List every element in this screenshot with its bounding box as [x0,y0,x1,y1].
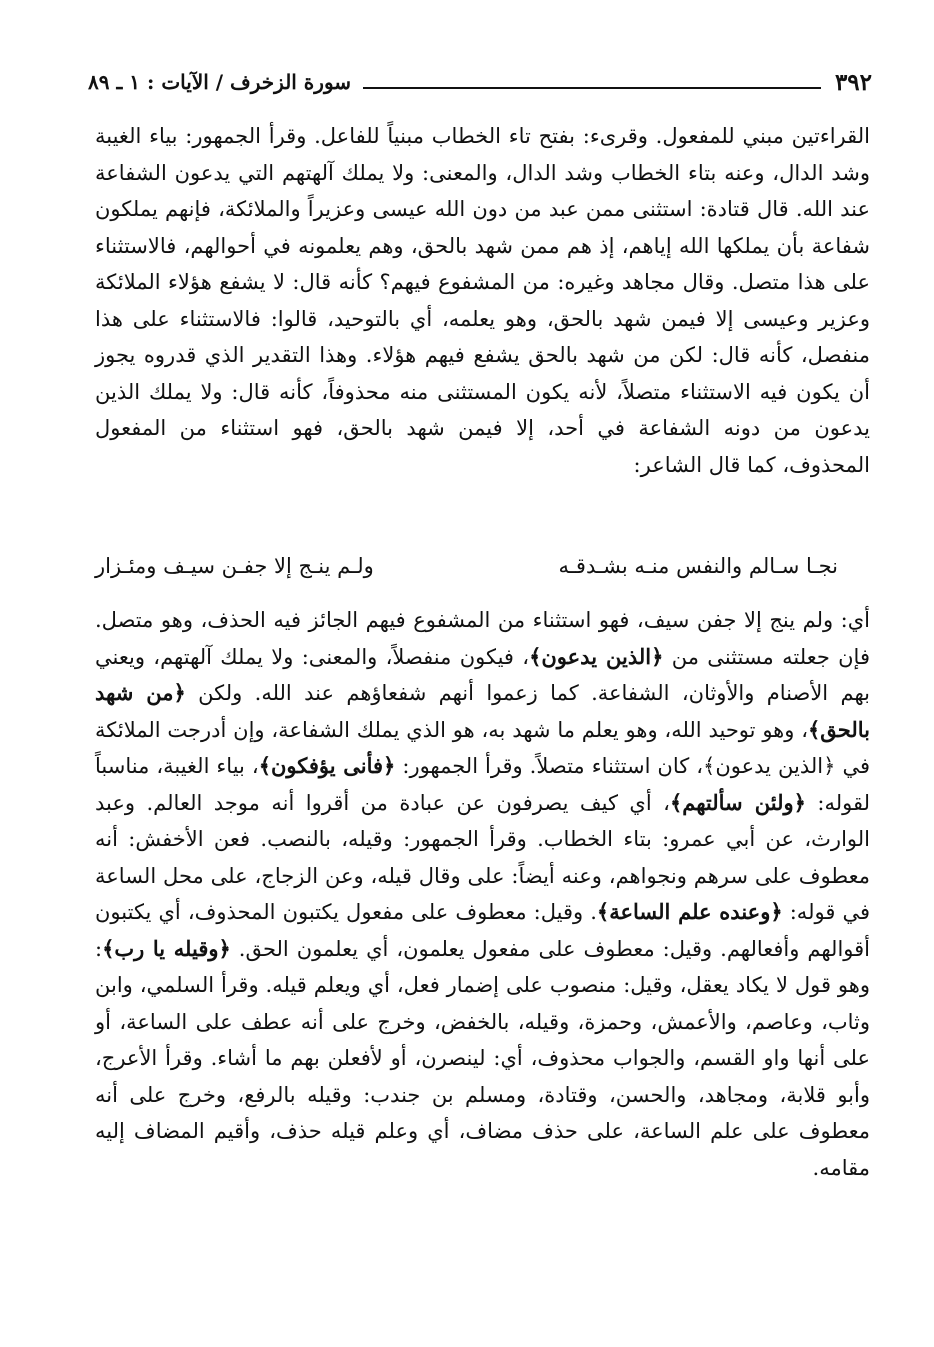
quran-quote: ﴿الذين يدعون﴾ [529,643,664,669]
page-header [88,64,872,100]
text-segment: أي: ولم ينج إلا جفن سيف، فهو استثناء من المشفوع فيهم الجائز فيه الحذف، وهو متصل. فإن جعلته مستثنى من [95,608,870,669]
surah-title: سورة الزخرف / الآيات : ١ ـ ٨٩ [88,70,352,94]
text-segment: ، وهو توحيد الله، وهو يعلم ما شهد به، هو الذي يملك الشفاعة، وإن أدرجت الملائكة في ﴿الذين يدعون﴾، كان استثناء متصلاً. وقرأ الجمهور: [95,717,870,778]
quran-quote: ﴿وعنده علم الساعة﴾ [596,899,783,924]
header-rule [363,87,821,89]
paragraph-2-text [95,602,870,1186]
verse-second-half: ولـم ينـج إلا جفـن سيـف ومئـزار [95,554,374,578]
text-segment: ، فيكون منفصلاً، والمعنى: ولا يملك آلهتهم، ويعني بهم الأصنام والأوثان، الشفاعة. كما زعموا أنهم شفعاؤهم عند الله. ولكن [95,644,870,705]
text-segment: : وهو قول لا يكاد يعقل، وقيل: منصوب على إضمار فعل، أي ويعلم قيله. وقرأ السلمي، وابن وثاب، وعاصم، والأعمش، وحمزة، وقيله، بالخفض، وخرج على أنه عطف على الساعة، أو على أنها واو القسم، والجواب محذوف، أي: لينصرن، أو لأفعلن بهم ما أشاء. وقرأ الأعرج، وأبو قلابة، ومجاهد، والحسن، وقتادة، ومسلم بن جندب: وقيله بالرفع، وخرج على أنه معطوف على علم الساعة، على حذف مضاف، أي وعلم قيله حذف، وأقيم المضاف إليه مقامه. [95,936,870,1180]
paragraph-2 [95,602,870,1186]
paragraph-1 [95,118,870,483]
poetry-verse [95,548,870,588]
text-segment: . وقيل: معطوف على مفعول يكتبون المحذوف، أي يكتبون أقوالهم وأفعالهم. وقيل: معطوف على مفعول يعلمون، أي يعلمون الحق. [95,900,871,961]
quran-quote: ﴿من شهد بالحق﴾ [95,680,870,742]
text-segment: ، أي كيف يصرفون عن عبادة من أقروا أنه موجد العالم. وعبد الوارث، عن أبي عمرو: بتاء الخطاب. وقرأ الجمهور: وقيله، بالنصب. فعن الأخفش: أنه معطوف على سرهم ونجواهم، وعنه أيضاً: على وقال قيله، وعن الزجاج، على محل الساعة في قوله: [95,790,870,924]
paragraph-1-text: القراءتين مبني للمفعول. وقرىء: بفتح تاء الخطاب مبنياً للفاعل. وقرأ الجمهور: بياء الغيبة وشد الدال، وعنه بتاء الخطاب وشد الدال، والمعنى: ولا يملك آلهتهم التي يدعون الشفاعة عند الله. قال قتادة: استثنى ممن عبد من دون الله عيسى وعزيراً والملائكة، فإنهم يملكون شفاعة بأن يملكها الله إياهم، إذ هم ممن شهد بالحق، وهم يعلمونه في أحوالهم، فالاستثناء على هذا متصل. وقال مجاهد وغيره: من المشفوع فيهم؟ كأنه قال: لا يشفع هؤلاء الملائكة وعزير وعيسى إلا فيمن شهد بالحق، وهو يعلمه، أي بالتوحيد، قالوا: فالاستثناء على هذا منفصل، كأنه قال: لكن من شهد بالحق يشفع فيهم هؤلاء. وهذا التقدير الذي قدروه يجوز أن يكون فيه الاستثناء متصلاً، لأنه يكون المستثنى منه محذوفاً، كأنه قال: ولا يملك الذين يدعون من دونه الشفاعة في أحد، إلا فيمن شهد بالحق، فهو استثناء من المفعول المحذوف، كما قال الشاعر: [95,124,870,477]
quran-quote: ﴿فأنى يؤفكون﴾ [258,753,396,778]
quran-quote: ﴿ولئن سألتهم﴾ [669,789,806,815]
quran-quote: ﴿وقيله يا رب﴾ [102,935,231,961]
page-number: ٣٩٢ [834,68,872,96]
text-segment: ، بياء الغيبة، مناسباً لقوله: [95,754,870,815]
verse-first-half: نجـا سـالم والنفس منـه بشـدقـه [558,554,838,578]
